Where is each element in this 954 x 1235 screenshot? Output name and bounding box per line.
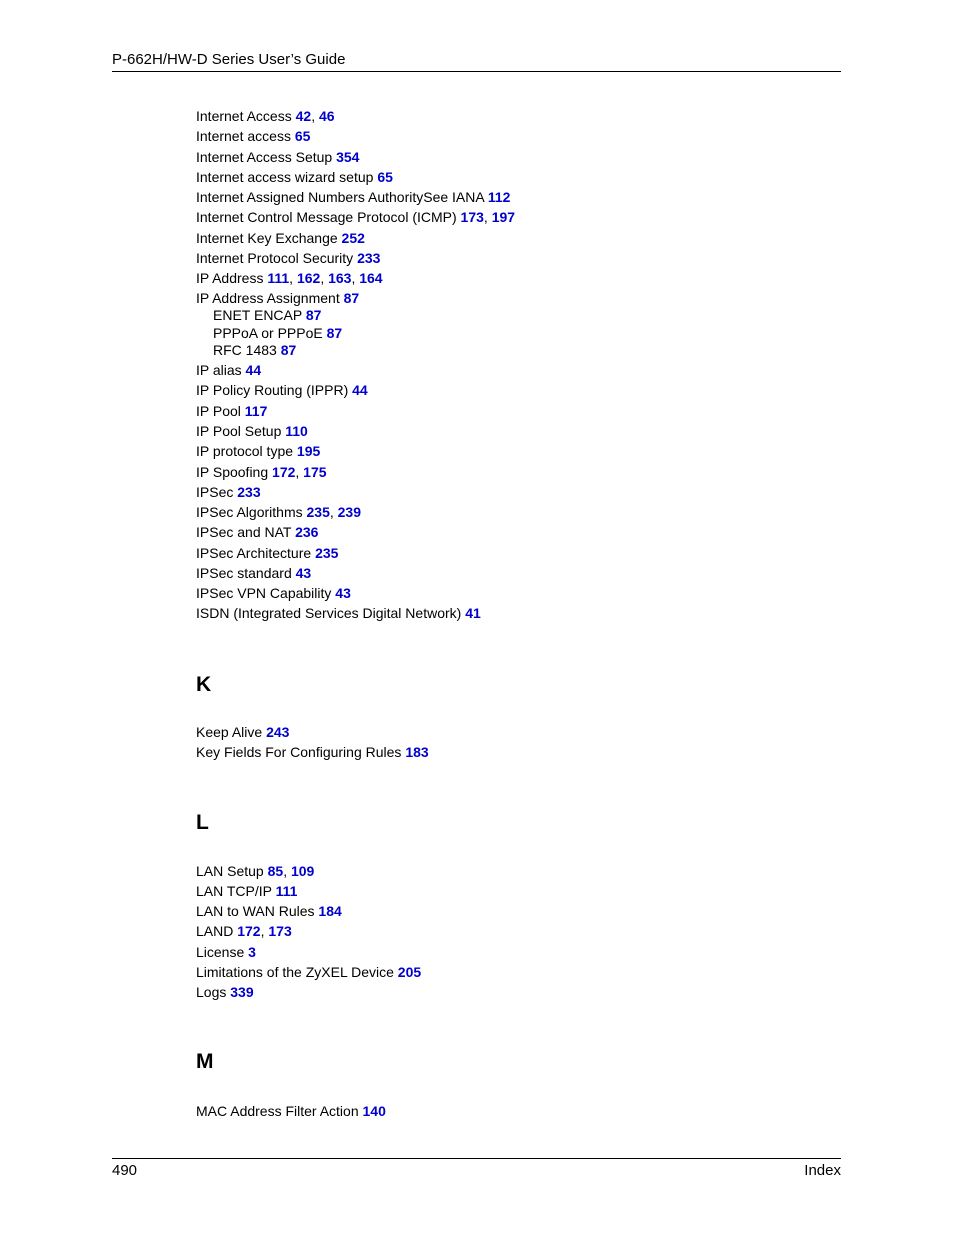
page-link[interactable]: 164 [359,270,383,286]
page-link[interactable]: 243 [266,724,290,740]
index-entry [196,585,351,602]
page-link[interactable]: 162 [296,270,321,286]
index-entry-term: IP protocol type [196,443,297,459]
page-link[interactable]: 239 [337,504,361,520]
index-entry [196,189,510,206]
page-link[interactable]: 235 [306,504,330,520]
index-entry [196,863,314,880]
page-link[interactable]: 183 [405,744,429,760]
page-link[interactable]: 42 [295,108,312,124]
index-entry [196,169,393,186]
index-subentry [213,325,342,342]
page-number: 490 [112,1162,138,1179]
index-entry [196,209,515,226]
index-entry [196,128,310,145]
page-header-title: P-662H/HW-D Series User’s Guide [112,51,346,68]
index-entry [196,382,368,399]
index-entry-term: Limitations of the ZyXEL Device [196,964,398,980]
index-entry-term: IP Address [196,270,268,286]
index-entry-term: IPSec [196,484,238,500]
page-separator: , [320,270,329,286]
page-link[interactable]: 43 [295,565,312,581]
page-link[interactable]: 87 [280,342,297,358]
page-link[interactable]: 233 [237,484,261,500]
index-entry-term: IP Spoofing [196,464,273,480]
index-entry [196,464,327,481]
index-entry [196,605,481,622]
page-separator: , [289,270,297,286]
index-entry-term: IP Pool Setup [196,423,286,439]
index-entry [196,923,292,940]
page-link[interactable]: 184 [318,903,342,919]
page-link[interactable]: 112 [487,189,511,205]
index-entry-term: Internet Access [196,108,296,124]
index-entry-term: MAC Address Filter Action [196,1103,363,1119]
page-link[interactable]: 339 [230,984,254,1000]
index-entry [196,230,365,247]
index-entry-term: IPSec standard [196,565,296,581]
page-link[interactable]: 205 [397,964,422,980]
page-link[interactable]: 111 [275,883,298,899]
index-entry-term: IP Address Assignment [196,290,344,306]
footer-divider [112,1158,841,1159]
page-link[interactable]: 87 [326,325,343,341]
index-entry-term: LAND [196,923,238,939]
index-entry-term: ISDN (Integrated Services Digital Network) [196,605,466,621]
page-separator: , [311,108,319,124]
index-entry [196,1103,386,1120]
index-entry [196,290,359,307]
index-entry [196,484,261,501]
page-link[interactable]: 85 [267,863,284,879]
index-entry-term: Internet Control Message Protocol (ICMP) [196,209,461,225]
page-link[interactable]: 110 [285,423,308,439]
page-separator: , [329,504,338,520]
page-separator: , [483,209,492,225]
index-entry [196,744,429,761]
index-entry-term: Internet access [196,128,295,144]
index-entry-term: Internet Assigned Numbers AuthoritySee IANA [196,189,488,205]
index-entry [196,250,380,267]
index-entry [196,984,254,1001]
index-entry-term: Internet access wizard setup [196,169,378,185]
page-link[interactable]: 117 [244,403,268,419]
index-subentry [213,307,321,324]
index-entry-term: Key Fields For Configuring Rules [196,744,406,760]
index-entry [196,903,342,920]
page-link[interactable]: 3 [248,944,256,960]
page-link[interactable]: 41 [465,605,481,621]
page-link[interactable]: 87 [343,290,360,306]
page-link[interactable]: 172 [237,923,261,939]
index-entry-term: IP Pool [196,403,245,419]
page-link[interactable]: 354 [336,149,360,165]
page-link[interactable]: 46 [318,108,335,124]
page-link[interactable]: 175 [303,464,327,480]
index-entry [196,504,361,521]
index-entry-term: LAN Setup [196,863,268,879]
page-link[interactable]: 44 [352,382,368,398]
footer-section-name: Index [804,1162,841,1179]
page-link[interactable]: 173 [460,209,484,225]
index-letter-heading: M [196,1050,214,1073]
index-entry-term: Keep Alive [196,724,267,740]
index-entry-term: IPSec Architecture [196,545,316,561]
page-link[interactable]: 235 [315,545,339,561]
page-link[interactable]: 195 [296,443,321,459]
index-entry [196,565,311,582]
index-entry-term: LAN to WAN Rules [196,903,319,919]
index-entry-term: License [196,944,249,960]
index-entry [196,362,261,379]
page-link[interactable]: 173 [268,923,292,939]
index-letter-heading: L [196,811,209,834]
index-entry-term: IPSec VPN Capability [196,585,336,601]
index-entry [196,944,256,961]
index-entry [196,270,383,287]
index-entry [196,443,320,460]
index-entry [196,149,359,166]
page-link[interactable]: 44 [245,362,262,378]
index-entry-term: IPSec and NAT [196,524,296,540]
index-entry-term: Logs [196,984,231,1000]
index-entry [196,423,308,440]
index-entry-term: PPPoA or PPPoE [213,325,327,341]
index-entry-term: Internet Protocol Security [196,250,358,266]
page-link[interactable]: 43 [335,585,351,601]
page-link[interactable]: 172 [272,464,296,480]
index-letter-heading: K [196,673,212,696]
page-link[interactable]: 111 [267,270,290,286]
page-link[interactable]: 140 [362,1103,386,1119]
index-entry [196,108,335,125]
page-separator: , [260,923,269,939]
index-entry-term: IP Policy Routing (IPPR) [196,382,353,398]
page-link[interactable]: 163 [328,270,352,286]
header-divider [112,71,841,72]
page-link[interactable]: 65 [377,169,393,185]
index-entry [196,524,318,541]
index-subentry [213,342,296,359]
index-entry-term: LAN TCP/IP [196,883,276,899]
page-separator: , [295,464,304,480]
page-link[interactable]: 109 [290,863,315,879]
index-entry-term: ENET ENCAP [213,307,306,323]
index-entry [196,724,289,741]
index-entry [196,964,421,981]
page-link[interactable]: 252 [341,230,365,246]
index-entry-term: Internet Access Setup [196,149,337,165]
index-entry [196,403,267,420]
index-entry [196,883,297,900]
index-entry-term: Internet Key Exchange [196,230,342,246]
page-separator: , [283,863,291,879]
page-separator: , [351,270,360,286]
page-link[interactable]: 87 [305,307,322,323]
index-entry-term: RFC 1483 [213,342,281,358]
page-link[interactable]: 236 [295,524,319,540]
index-entry [196,545,338,562]
index-entry-term: IP alias [196,362,246,378]
page-link[interactable]: 65 [294,128,311,144]
page-link[interactable]: 197 [491,209,516,225]
index-entry-term: IPSec Algorithms [196,504,307,520]
page-link[interactable]: 233 [357,250,381,266]
